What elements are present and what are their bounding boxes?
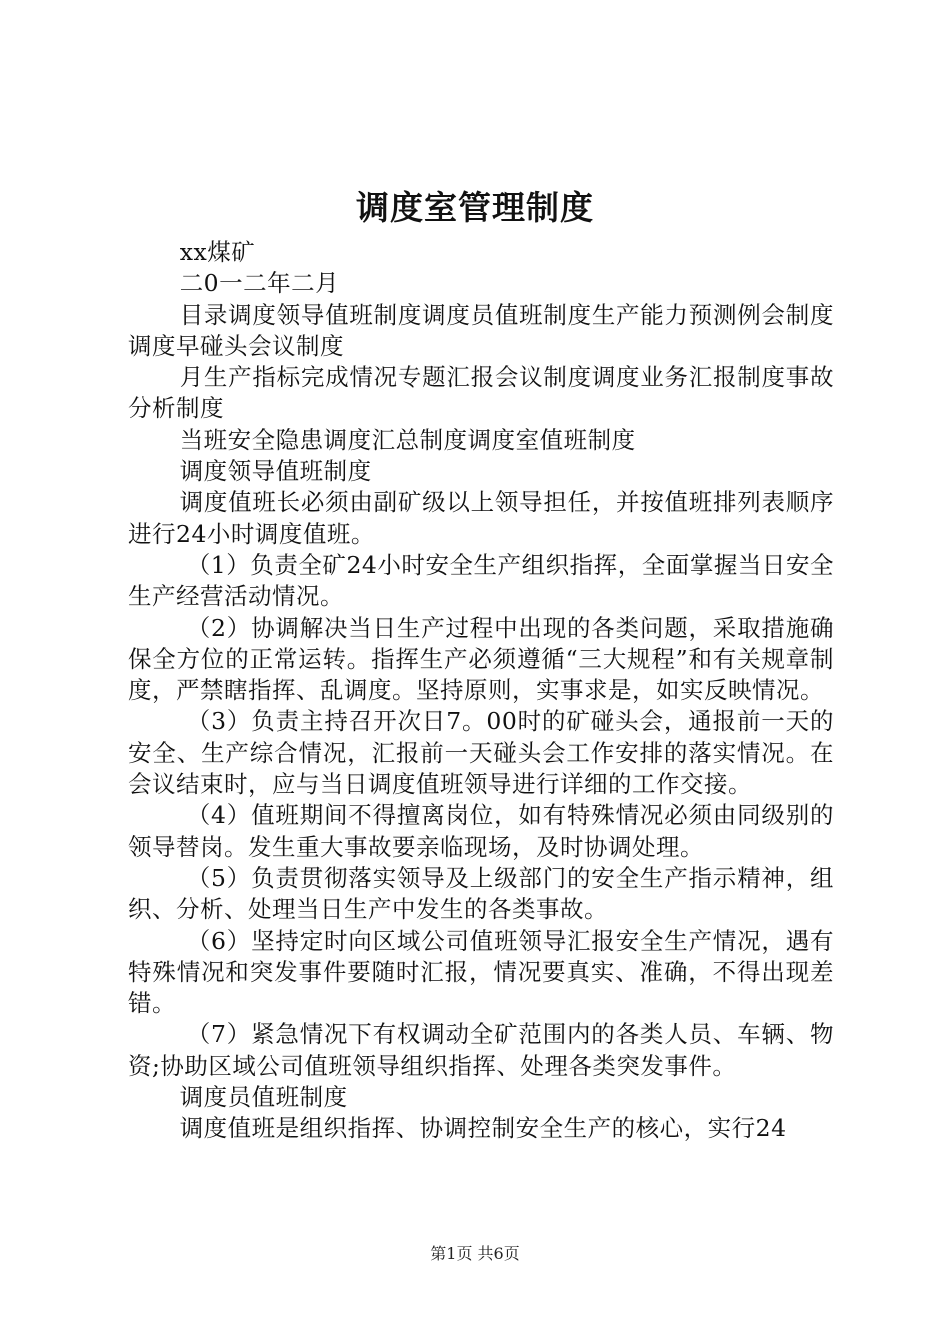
document-title: 调度室管理制度 — [356, 188, 594, 227]
section-heading-leader-duty: 调度领导值班制度 — [179, 457, 372, 486]
list-item-1: （1）负责全矿24小时安全生产组织指挥，全面掌握当日安全生产经营活动情况。 — [128, 550, 834, 611]
paragraph-company: xx煤矿 — [179, 238, 256, 266]
paragraph-date: 二0一二年二月 — [179, 269, 340, 298]
list-item-5: （5）负责贯彻落实领导及上级部门的安全生产指示精神，组织、分析、处理当日生产中发生的各类事故。 — [128, 863, 834, 924]
paragraph-contents-1: 目录调度领导值班制度调度员值班制度生产能力预测例会制度调度早碰头会议制度 — [128, 300, 834, 360]
list-item-7: （7）紧急情况下有权调动全矿范围内的各类人员、车辆、物资;协助区域公司值班领导组织指挥、处理各类突发事件。 — [128, 1020, 834, 1080]
list-item-6: （6）坚持定时向区域公司值班领导汇报安全生产情况，遇有特殊情况和突发事件要随时汇报，情况要真实、准确，不得出现差错。 — [128, 926, 834, 1018]
document-body — [128, 237, 834, 1145]
list-item-2: （2）协调解决当日生产过程中出现的各类问题，采取措施确保全方位的正常运转。指挥生产必须遵循“三大规程”和有关规章制度，严禁瞎指挥、乱调度。坚持原则，实事求是，如实反映情况。 — [128, 613, 834, 705]
section-heading-dispatcher-duty: 调度员值班制度 — [179, 1083, 348, 1112]
paragraph-leader-duty-intro: 调度值班长必须由副矿级以上领导担任，并按值班排列表顺序进行24小时调度值班。 — [128, 488, 834, 548]
paragraph-contents-3: 当班安全隐患调度汇总制度调度室值班制度 — [179, 425, 636, 454]
list-item-3: （3）负责主持召开次日7。00时的矿碰头会，通报前一天的安全、生产综合情况，汇报前一天碰头会工作安排的落实情况。在会议结束时，应与当日调度值班领导进行详细的工作交接。 — [128, 707, 834, 799]
paragraph-dispatcher-duty-intro: 调度值班是组织指挥、协调控制安全生产的核心，实行24 — [179, 1114, 787, 1143]
list-item-4: （4）值班期间不得擅离岗位，如有特殊情况必须由同级别的领导替岗。发生重大事故要亲临现场，及时协调处理。 — [128, 801, 834, 861]
page-number-footer: 第1页 共6页 — [430, 1244, 520, 1263]
paragraph-contents-2: 月生产指标完成情况专题汇报会议制度调度业务汇报制度事故分析制度 — [128, 363, 834, 423]
